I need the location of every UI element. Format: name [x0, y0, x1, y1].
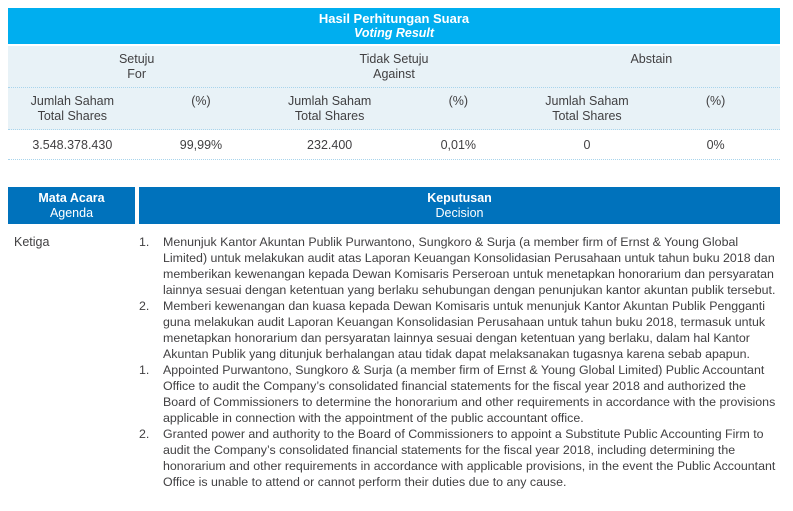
vote-column-header-row — [8, 88, 780, 130]
decision-item-en-1 — [139, 362, 778, 426]
decision-text: Granted power and authority to the Board of Commissioners to appoint a Substitute Public Accounting Firm to audit the Company’s consolidated financial statements for the fiscal year 2018, including determining the honorarium and other requirements in accordance with applicable provisions, in the event the Public Accountant Office is unable to attend or cannot perform their duties due to any cause. — [163, 427, 776, 489]
against-percent-column-header — [394, 88, 523, 129]
abstain-shares-value: 0 — [583, 138, 591, 152]
agenda-decision-table — [8, 187, 780, 490]
shares-label-en: Total Shares — [552, 109, 622, 123]
percent-label: (%) — [448, 94, 469, 108]
agenda-table-header — [8, 187, 780, 224]
decision-number: 2. — [139, 427, 150, 441]
decision-number: 1. — [139, 363, 150, 377]
decision-header-label-id: Keputusan — [427, 191, 492, 205]
voting-result-table — [8, 8, 780, 160]
agenda-header-label-id: Mata Acara — [38, 191, 105, 205]
shares-label-id: Jumlah Saham — [545, 94, 629, 108]
vote-group-for-label-id: Setuju — [118, 52, 155, 66]
voting-table-subtitle: Voting Result — [353, 26, 435, 40]
vote-group-header-for — [8, 46, 265, 87]
vote-data-row — [8, 130, 780, 160]
for-percent-column-header — [137, 88, 266, 129]
decision-number: 2. — [139, 299, 150, 313]
vote-group-header-against — [265, 46, 522, 87]
decision-item-en-2 — [139, 426, 778, 490]
percent-label: (%) — [705, 94, 726, 108]
decision-text: Appointed Purwantono, Sungkoro & Surja (a member firm of Ernst & Young Global Limited) Public Accountant Office to audit the Company’s consolidated financial statements for the fiscal year 2018 and authorized the Board of Commissioners to determine the honorarium and other requirements in accordance with the provisions applicable in connection with the appointment of the public accountant office. — [163, 363, 776, 425]
decision-number: 1. — [139, 235, 150, 249]
shares-label-id: Jumlah Saham — [287, 94, 372, 108]
decision-list — [139, 234, 780, 490]
voting-table-title: Hasil Perhitungan Suara — [318, 11, 470, 26]
percent-label: (%) — [191, 94, 211, 108]
agenda-item-label: Ketiga — [14, 235, 50, 249]
agenda-header-label-en: Agenda — [49, 205, 94, 220]
against-shares-value: 232.400 — [307, 138, 353, 152]
vote-group-against-label-id: Tidak Setuju — [359, 52, 429, 66]
abstain-shares-column-header — [523, 88, 652, 129]
vote-group-abstain-label-id: Abstain — [630, 52, 673, 66]
vote-group-for-label-en: For — [127, 67, 147, 81]
agenda-table-body — [8, 224, 780, 490]
shares-label-en: Total Shares — [294, 109, 365, 123]
abstain-percent-value: 0% — [706, 138, 725, 152]
decision-header-cell — [139, 187, 780, 224]
shares-label-en: Total Shares — [37, 109, 108, 123]
decision-item-id-1 — [139, 234, 778, 298]
against-shares-column-header — [265, 88, 394, 129]
decision-text: Menunjuk Kantor Akuntan Publik Purwantono, Sungkoro & Surja (a member firm of Ernst & Young Global Limited) untuk melakukan audit atas Laporan Keuangan Konsolidasian Perusahaan untuk tahun buku 2018 dan memberikan kewenangan kepada Dewan Komisaris Perseroan untuk menetapkan honorarium dan persyaratan lainnya sesuai dengan ketentuan yang berlaku sehubungan dengan penunjukan kantor akuntan publik tersebut. — [163, 235, 776, 297]
decision-text: Memberi kewenangan dan kuasa kepada Dewan Komisaris untuk menunjuk Kantor Akuntan Publik Pengganti guna melakukan audit Laporan Keuangan Konsolidasian Perusahaan untuk tahun buku 2018, termasuk untuk menetapkan honorarium dan persyaratan lainnya sesuai dengan ketentuan yang berlaku, dalam hal Kantor Akuntan Publik yang ditunjuk berhalangan atau tidak dapat melaksanakan tugasnya karena sebab apapun. — [163, 299, 766, 361]
shares-label-id: Jumlah Saham — [30, 94, 115, 108]
for-percent-value: 99,99% — [179, 138, 223, 152]
decision-item-id-2 — [139, 298, 778, 362]
voting-table-header — [8, 8, 780, 44]
for-shares-column-header — [8, 88, 137, 129]
vote-group-header-row — [8, 46, 780, 88]
decision-header-label-en: Decision — [435, 205, 484, 220]
agenda-header-cell — [8, 187, 135, 224]
abstain-percent-column-header — [651, 88, 780, 129]
vote-group-against-label-en: Against — [373, 67, 415, 81]
for-shares-value: 3.548.378.430 — [32, 138, 113, 152]
against-percent-value: 0,01% — [440, 138, 477, 152]
vote-group-header-abstain — [523, 46, 780, 87]
